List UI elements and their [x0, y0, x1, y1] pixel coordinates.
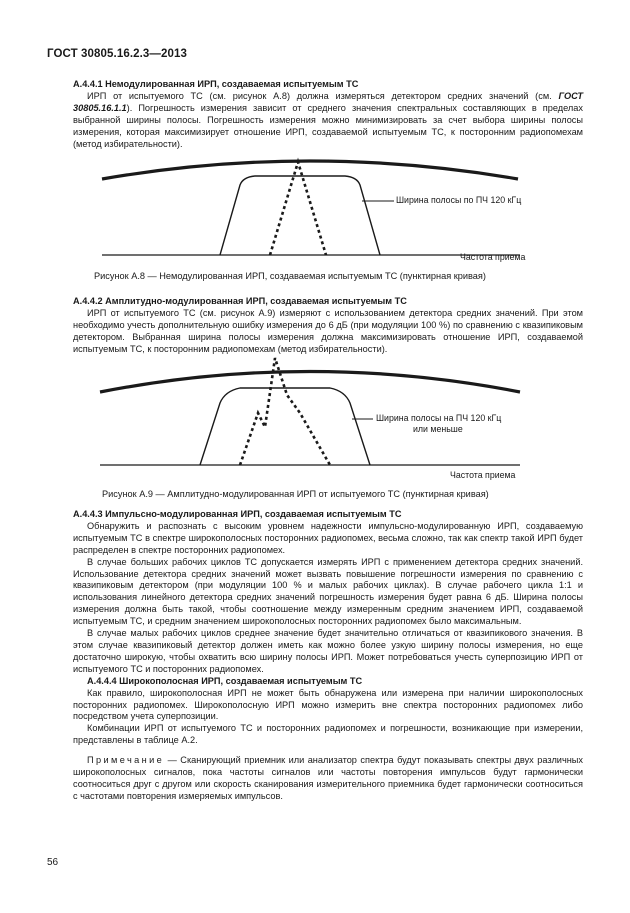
bandwidth-label-line2: или меньше [413, 424, 463, 434]
bandwidth-label: Ширина полосы на ПЧ 120 кГц [376, 413, 502, 423]
paragraph [73, 91, 583, 151]
bandwidth-label: Ширина полосы по ПЧ 120 кГц [396, 195, 522, 205]
paragraph: В случае малых рабочих циклов среднее значение будет значительно отличаться от квазипикового значения. В этом случае квазипиковый детектор должен иметь как можно более узкую ширину полосы измерения, но еще достаточно широкую, чтобы охватить всю ширину полосы ИРП. Может потребоваться учесть суперпозицию ИРП от испытуемого ТС и посторонних радиопомех. [73, 628, 583, 674]
paragraph: Комбинации ИРП от испытуемого ТС и посторонних радиопомех и погрешности, возникающие при измерении, представлены в таблице А.2. [73, 723, 583, 746]
section-heading-a442: А.4.4.2 Амплитудно-модулированная ИРП, создаваемая испытуемым ТС [73, 296, 407, 306]
figure-caption: Рисунок А.8 — Немодулированная ИРП, создаваемая испытуемым ТС (пунктирная кривая) [94, 271, 486, 281]
section-heading-a441: А.4.4.1 Немодулированная ИРП, создаваемая испытуемым ТС [73, 79, 359, 89]
filter-bandwidth-curve [200, 388, 370, 465]
standard-header: ГОСТ 30805.16.2.3—2013 [47, 48, 187, 60]
axis-label: Частота приема [450, 470, 516, 480]
section-a441 [73, 79, 583, 150]
note-text: — Сканирующий приемник или анализатор спектра будут показывать спектры двух различных широкополосных сигналов, пока частоты сигналов или частоты повторения импульсов будут гармонически соотноситься друг с другом или скорость сканирования измерительного приемника будет гармонически соотноситься с частотами повторения измеряемых импульсов. [73, 755, 583, 801]
paragraph: Как правило, широкополосная ИРП не может быть обнаружена или измерена при наличии широкополосных посторонних радиопомех. Широкополосную ИРП можно измерить вне спектра посторонних радиопомех либо посредством учета суперпозиции. [73, 687, 583, 722]
filter-bandwidth-curve [220, 176, 380, 255]
section-a442 [73, 296, 583, 356]
note-label: Примечание [87, 755, 165, 766]
standard-reference: ГОСТ 30805.16.1.1 [73, 90, 583, 113]
section-heading-a444: А.4.4.4 Широкополосная ИРП, создаваемая испытуемым ТС [87, 675, 363, 686]
paragraph: Обнаружить и распознать с высоким уровнем надежности импульсно-модулированную ИРП, создаваемую испытуемым ТС в спектре широкополосных посторонних радиопомех, весьма сложно, так как спектр такой ИРП будет распределен в спектре посторонних радиопомех. [73, 520, 583, 555]
section-heading-a443: А.4.4.3 Импульсно-модулированная ИРП, создаваемая испытуемым ТС [73, 509, 402, 519]
note-paragraph [73, 755, 583, 803]
axis-label: Частота приема [460, 252, 526, 262]
paragraph-text: ИРП от испытуемого ТС (см. рисунок А.8) должна измеряться детектором средних значений (см. [87, 90, 552, 101]
page-number: 56 [47, 857, 59, 868]
paragraph: ИРП от испытуемого ТС (см. рисунок А.9) измеряют с использованием детектора средних значений. При этом необходимо учесть дополнительную ошибку измерения до 6 дБ (при модуляции 100 %) по сравнению с квазипиковым детектором. Выбранная ширина полосы измерения должна максимизировать отношение ИРП, создаваемой испытуемым ТС, к посторонним радиопомехам (метод избирательности). [73, 307, 583, 354]
section-a443-a444 [73, 509, 583, 803]
figure-caption: Рисунок А.9 — Амплитудно-модулированная ИРП от испытуемого ТС (пунктирная кривая) [102, 489, 489, 499]
paragraph: В случае больших рабочих циклов ТС допускается измерять ИРП с применением детектора средних значений. Использование детектора средних значений может вызвать повышение погрешности измерения по сравнению с квазипиковым детектором (при модуляции 100 % и малых рабочих циклах). В случае рабочего цикла 1:1 и использования линейного детектора средних значений погрешность измерения будет равна 6 дБ. Ширина полосы измерения должна быть такой, чтобы соотношение между измеренным средним значением ИРП, создаваемой испытуемым ТС, и средним значением широкополосных посторонних радиопомех было максимальным. [73, 556, 583, 627]
noise-envelope-curve [100, 372, 520, 393]
paragraph-text: ). Погрешность измерения зависит от среднего значения спектральных составляющих в пределах выбранной ширины полосы. Погрешность измерения можно минимизировать за счет выбора ширины полосы измерения, которая максимизирует отношение ИРП, создаваемой испытуемым ТС, к посторонним радиопомехам (метод избирательности). [73, 102, 583, 149]
